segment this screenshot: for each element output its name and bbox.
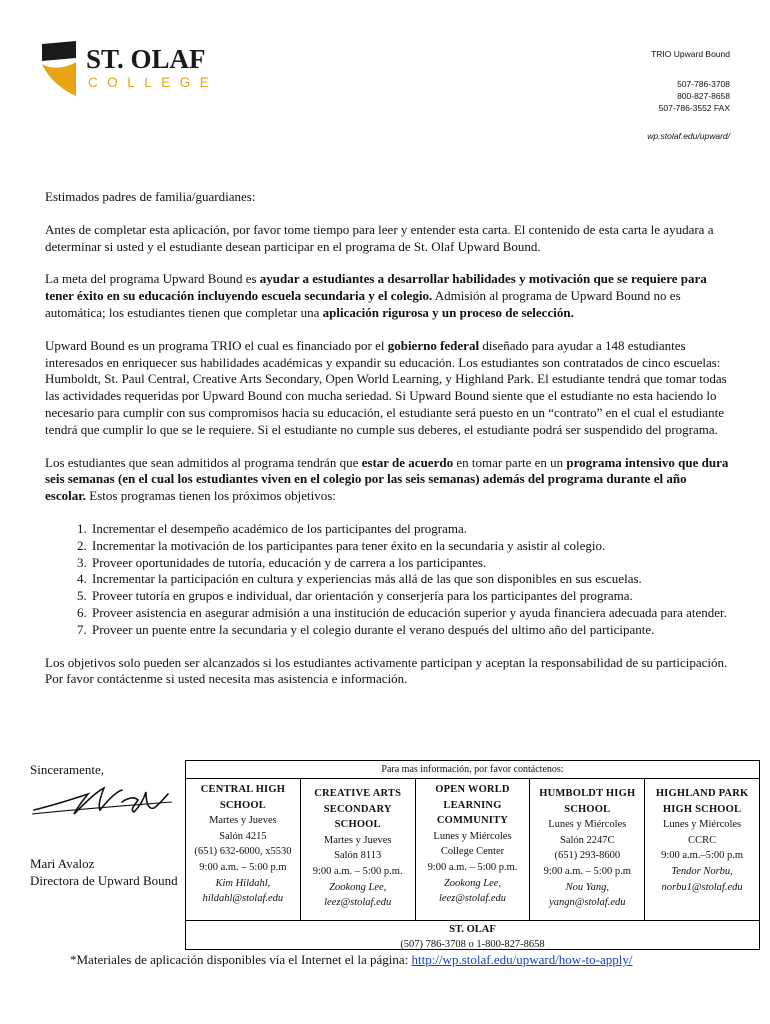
logo-sub: COLLEGE bbox=[88, 75, 219, 90]
contact-block bbox=[647, 48, 730, 142]
paragraph-5: Los objetivos solo pueden ser alcanzados si los estudiantes activamente participan y aceptan la responsabilidad de su participación. Por favor contáctenme si usted necesita mas asistencia e información. bbox=[45, 654, 728, 687]
school-days: Lunes y Miércoles bbox=[548, 819, 627, 831]
school-days: Lunes y Miércoles bbox=[433, 830, 512, 842]
school-name: HUMBOLDT HIGH SCHOOL bbox=[539, 788, 636, 815]
school-room: College Center bbox=[440, 846, 505, 858]
contact-email[interactable]: yangn@stolaf.edu bbox=[549, 897, 626, 909]
footer-name: ST. OLAF bbox=[449, 924, 496, 935]
school-days: Lunes y Miércoles bbox=[663, 819, 742, 831]
school-hours: 9:00 a.m. – 5:00 p.m. bbox=[312, 865, 403, 877]
school-room: Salón 2247C bbox=[560, 834, 615, 846]
letter-body bbox=[45, 189, 730, 704]
salutation: Sinceramente, bbox=[30, 762, 104, 777]
school-column bbox=[529, 779, 644, 920]
school-hours: 9:00 a.m. – 5:00 p.m bbox=[543, 865, 631, 877]
school-column bbox=[186, 779, 300, 920]
school-column bbox=[644, 779, 759, 920]
list-item: 3. Proveer oportunidades de tutoría, educación y de carrera a los participantes. bbox=[90, 555, 730, 572]
school-hours: 9:00 a.m. – 5:00 p.m. bbox=[427, 861, 518, 873]
list-item: 4. Incrementar la participación en cultura y experiencias más allá de las que son disponibles en sus escuelas. bbox=[90, 571, 730, 588]
shield-icon bbox=[42, 41, 76, 61]
school-room: Salón 8113 bbox=[334, 850, 382, 862]
signer-block bbox=[30, 856, 180, 890]
contact-name: Kim Hildahl, bbox=[215, 877, 271, 889]
website[interactable]: wp.stolaf.edu/upward/ bbox=[647, 131, 730, 141]
contact-email[interactable]: hildahl@stolaf.edu bbox=[202, 893, 284, 905]
org-name: TRIO Upward Bound bbox=[651, 49, 730, 59]
school-phone: (651) 632-6000, x5530 bbox=[194, 846, 292, 858]
contact-name: Nou Yang, bbox=[565, 881, 609, 893]
paragraph-4: Los estudiantes que sean admitidos al programa tendrán que estar de acuerdo en tomar parte en un programa intensivo que dura seis semanas (en el cual los estudiantes viven en el colegio por las seis semanas) además del programa durante el año escolar. Estos programas tienen los próximos objetivos: bbox=[45, 454, 729, 504]
school-name: OPEN WORLD LEARNING COMMUNITY bbox=[435, 784, 510, 827]
greeting: Estimados padres de familia/guardianes: bbox=[45, 189, 256, 204]
footer-phone: (507) 786-3708 o 1-800-827-8658 bbox=[400, 939, 545, 950]
fax: 507-786-3552 FAX bbox=[658, 103, 730, 113]
online-note-text: *Materiales de aplicación disponibles vía el Internet el la página: bbox=[70, 952, 412, 967]
logo-name: ST. OLAF bbox=[86, 44, 206, 74]
table-caption: Para mas información, por favor contáctenos: bbox=[186, 761, 759, 779]
paragraph-1: Antes de completar esta aplicación, por favor tome tiempo para leer y entender esta carta. El contenido de esta carta le ayudara a determinar si usted y el estudiante desean participar en el programa de St. Olaf Upward Bound. bbox=[45, 221, 714, 254]
signer-name: Mari Avaloz bbox=[30, 856, 95, 871]
list-item: 5. Proveer tutoría en grupos e individual, dar orientación y conserjería para los participantes del programa. bbox=[90, 588, 730, 605]
contact-name: Zookong Lee, bbox=[443, 877, 502, 889]
school-days: Martes y Jueves bbox=[323, 834, 392, 846]
school-name: CENTRAL HIGH SCHOOL bbox=[200, 784, 286, 811]
list-item: 1. Incrementar el desempeño académico de los participantes del programa. bbox=[90, 521, 730, 538]
school-room: CCRC bbox=[688, 834, 717, 846]
table-footer bbox=[186, 921, 759, 952]
school-column bbox=[415, 779, 530, 920]
contact-email[interactable]: leez@stolaf.edu bbox=[438, 893, 507, 905]
school-column bbox=[300, 779, 415, 920]
apply-link[interactable]: http://wp.stolaf.edu/upward/how-to-apply/ bbox=[411, 952, 633, 967]
school-name: HIGHLAND PARK HIGH SCHOOL bbox=[655, 788, 749, 815]
contact-email[interactable]: norbu1@stolaf.edu bbox=[661, 881, 743, 893]
list-item: 2. Incrementar la motivación de los participantes para tener éxito en la secundaria y asistir al colegio. bbox=[90, 538, 730, 555]
school-days: Martes y Jueves bbox=[209, 815, 277, 827]
shield-accent bbox=[42, 62, 76, 96]
contact-name: Tendor Norbu, bbox=[671, 865, 733, 877]
contact-table bbox=[185, 760, 760, 950]
contact-email[interactable]: leez@stolaf.edu bbox=[324, 897, 392, 909]
list-item: 6. Proveer asistencia en asegurar admisión a una institución de educación superior y ayuda financiera adecuada para atender. bbox=[90, 605, 730, 622]
online-note bbox=[70, 952, 632, 968]
school-hours: 9:00 a.m. – 5:00 p.m bbox=[199, 861, 287, 873]
st-olaf-logo bbox=[40, 38, 220, 100]
objectives-list bbox=[45, 521, 730, 639]
contact-name: Zookong Lee, bbox=[329, 881, 387, 893]
school-phone: (651) 293-8600 bbox=[554, 850, 621, 862]
phone-1: 507-786-3708 bbox=[677, 79, 730, 89]
school-hours: 9:00 a.m.–5:00 p.m bbox=[661, 850, 744, 862]
paragraph-3: Upward Bound es un programa TRIO el cual es financiado por el gobierno federal diseñado para ayudar a 148 estudiantes interesados en enriquecer sus habilidades académicas y expandir su educación. Los estudiantes son contratados de cinco escuelas: Humboldt, St. Paul Central, Creative Arts Secondary, Open World Learning, y Highland Park. El estudiante tendrá que tomar todas las actividades requeridas por Upward Bound con mucha seriedad. Si Upward Bound siente que el estudiante no esta haciendo lo necesario para cumplir con sus compromisos hacia su educación, el estudiante será puesto en un “contrato” en el cual el estudiante tendrá que cumplir lo que se le requiere. Si el estudiante no cumple sus deberes, el estudiante podrá ser suspendido del programa. bbox=[45, 337, 727, 437]
school-name: CREATIVE ARTS SECONDARY SCHOOL bbox=[314, 788, 402, 831]
list-item: 7. Proveer un puente entre la secundaria y el colegio durante el verano después del ultimo año del participante. bbox=[90, 622, 730, 639]
school-room: Salón 4215 bbox=[219, 830, 267, 842]
signature-image bbox=[30, 780, 175, 822]
paragraph-2: La meta del programa Upward Bound es ayudar a estudiantes a desarrollar habilidades y motivación que se requiere para tener éxito en su educación incluyendo escuela secundaria y el colegio. Admisión al programa de Upward Bound no es automática; los estudiantes tienen que completar una aplicación rigurosa y un proceso de selección. bbox=[45, 271, 707, 320]
signer-title: Directora de Upward Bound bbox=[30, 872, 178, 888]
phone-2: 800-827-8658 bbox=[677, 91, 730, 101]
